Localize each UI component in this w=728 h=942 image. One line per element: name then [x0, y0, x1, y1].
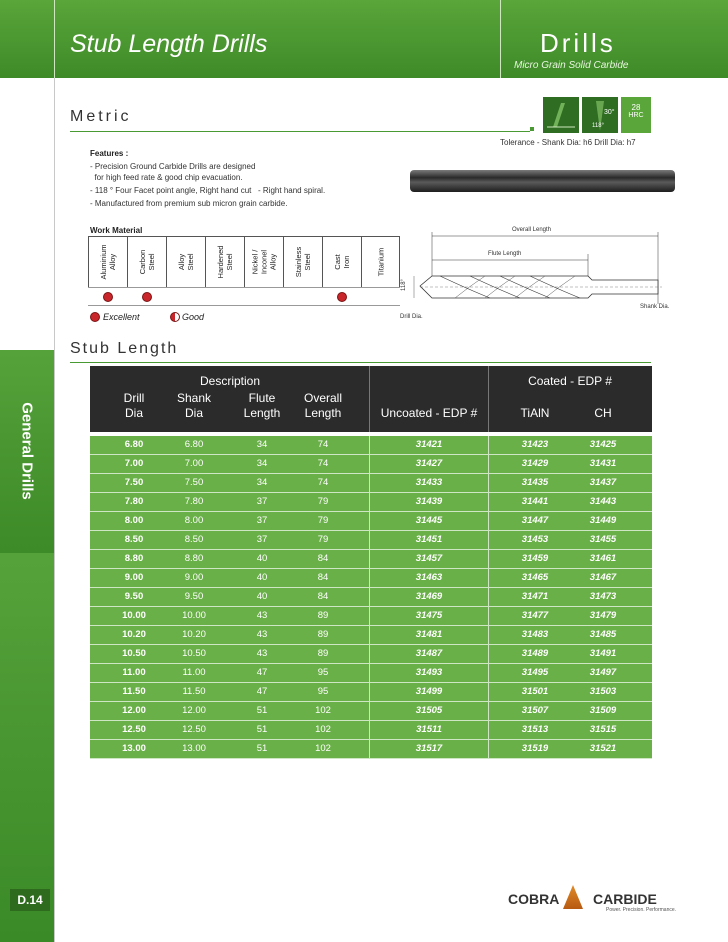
table-cell: 8.50 — [184, 534, 204, 545]
table-cell: 31423 — [521, 439, 549, 450]
table-cell: 47 — [256, 667, 268, 678]
table-cell: 43 — [256, 629, 268, 640]
table-cell: 31505 — [415, 705, 443, 716]
table-cell: 47 — [256, 686, 268, 697]
table-cell: 10.20 — [182, 629, 206, 640]
table-cell: 31449 — [589, 515, 617, 526]
table-row — [90, 721, 652, 740]
table-row — [90, 436, 652, 455]
table-cell: 7.50 — [124, 477, 144, 488]
stub-rule — [70, 362, 651, 363]
metric-heading: Metric — [70, 108, 132, 125]
material-label: Stainless Steel — [294, 246, 312, 278]
table-cell: 37 — [256, 496, 268, 507]
table-row — [90, 550, 652, 569]
drill-photo — [410, 170, 675, 192]
work-material-table — [88, 236, 400, 288]
table-cell: 31479 — [589, 610, 617, 621]
table-cell: 31509 — [589, 705, 617, 716]
table-row — [90, 455, 652, 474]
table-cell: 31425 — [589, 439, 617, 450]
table-cell: 8.80 — [124, 553, 144, 564]
table-row — [90, 702, 652, 721]
hardness-icon — [621, 97, 651, 133]
material-label: Cast Iron — [333, 254, 351, 270]
table-row — [90, 493, 652, 512]
table-cell: 34 — [256, 458, 268, 469]
rating-excellent-carbon-steel — [142, 292, 152, 302]
table-cell: 31515 — [589, 724, 617, 735]
table-cell: 37 — [256, 515, 268, 526]
table-cell: 31521 — [589, 743, 617, 754]
table-cell: 31471 — [521, 591, 549, 602]
table-cell: 40 — [256, 572, 268, 583]
feature-line: - Manufactured from premium sub micron grain carbide. — [90, 199, 288, 208]
table-cell: 31491 — [589, 648, 617, 659]
rule-dot — [530, 127, 534, 131]
table-cell: 51 — [256, 705, 268, 716]
table-row — [90, 474, 652, 493]
header-drill-dia: Drill Dia — [123, 391, 145, 420]
table-cell: 31453 — [521, 534, 549, 545]
table-cell: 13.00 — [122, 743, 146, 754]
table-cell: 79 — [317, 496, 329, 507]
table-cell: 89 — [317, 610, 329, 621]
table-cell: 31461 — [589, 553, 617, 564]
table-cell: 34 — [256, 439, 268, 450]
table-cell: 8.50 — [124, 534, 144, 545]
table-cell: 12.00 — [182, 705, 206, 716]
side-rail-fill — [0, 553, 54, 942]
table-cell: 31463 — [415, 572, 443, 583]
table-cell: 9.00 — [184, 572, 204, 583]
table-cell: 74 — [317, 458, 329, 469]
table-cell: 31441 — [521, 496, 549, 507]
drill-dimension-diagram — [400, 224, 675, 324]
table-cell: 31447 — [521, 515, 549, 526]
feature-line: - 118 ° Four Facet point angle, Right hand cut - Right hand spiral. — [90, 186, 326, 195]
table-cell: 31459 — [521, 553, 549, 564]
header-description: Description — [199, 374, 261, 388]
table-cell: 43 — [256, 648, 268, 659]
header-uncoated: Uncoated - EDP # — [380, 406, 478, 420]
logo-mark-icon — [563, 885, 583, 909]
section-title: Drills — [540, 28, 616, 58]
table-cell: 7.50 — [184, 477, 204, 488]
table-cell: 12.50 — [182, 724, 206, 735]
table-cell: 74 — [317, 439, 329, 450]
table-row — [90, 588, 652, 607]
table-cell: 34 — [256, 477, 268, 488]
table-cell: 6.80 — [184, 439, 204, 450]
table-cell: 79 — [317, 515, 329, 526]
table-row — [90, 740, 652, 759]
table-cell: 31485 — [589, 629, 617, 640]
table-cell: 31469 — [415, 591, 443, 602]
table-cell: 9.50 — [124, 591, 144, 602]
rating-row-rule — [88, 287, 400, 288]
table-cell: 84 — [317, 553, 329, 564]
point-angle-label: 118° — [400, 279, 407, 291]
legend-excellent-dot — [90, 312, 100, 322]
table-cell: 31503 — [589, 686, 617, 697]
stub-length-heading: Stub Length — [70, 340, 179, 357]
logo-cobra: COBRA — [508, 891, 560, 907]
table-cell: 31421 — [415, 439, 443, 450]
table-cell: 102 — [315, 705, 331, 716]
material-label: Titanium — [376, 247, 386, 277]
table-row — [90, 531, 652, 550]
table-cell: 10.20 — [122, 629, 146, 640]
table-cell: 31473 — [589, 591, 617, 602]
header-flute-length: Flute Length — [243, 391, 281, 420]
logo-tagline: Power. Precision. Performance. — [606, 907, 677, 913]
helix-angle-label: 30° — [604, 109, 615, 116]
table-cell: 51 — [256, 724, 268, 735]
table-cell: 31487 — [415, 648, 443, 659]
table-cell: 10.50 — [182, 648, 206, 659]
table-cell: 31439 — [415, 496, 443, 507]
work-material-heading: Work Material — [90, 226, 143, 235]
feature-line: - Precision Ground Carbide Drills are designed — [90, 162, 256, 171]
header-shank-dia: Shank Dia — [176, 391, 212, 420]
table-cell: 8.00 — [184, 515, 204, 526]
flute-length-label: Flute Length — [488, 251, 522, 257]
rating-excellent-aluminium — [103, 292, 113, 302]
table-cell: 7.80 — [184, 496, 204, 507]
tolerance-note: Tolerance - Shank Dia: h6 Drill Dia: h7 — [500, 138, 636, 147]
table-cell: 7.80 — [124, 496, 144, 507]
table-row — [90, 569, 652, 588]
hardness-value: 28 — [631, 103, 641, 112]
table-cell: 51 — [256, 743, 268, 754]
rating-row-rule — [88, 305, 400, 306]
header-overall-length: Overall Length — [303, 391, 342, 420]
table-cell: 31483 — [521, 629, 549, 640]
table-cell: 79 — [317, 534, 329, 545]
drill-dia-label: Drill Dia. — [400, 314, 423, 320]
table-cell: 74 — [317, 477, 329, 488]
table-cell: 31481 — [415, 629, 443, 640]
table-cell: 11.50 — [182, 686, 206, 697]
table-cell: 31427 — [415, 458, 443, 469]
table-cell: 13.00 — [182, 743, 206, 754]
legend-good: Good — [182, 312, 205, 322]
table-cell: 10.00 — [182, 610, 206, 621]
table-cell: 37 — [256, 534, 268, 545]
page-title: Stub Length Drills — [70, 30, 268, 58]
table-cell: 31513 — [521, 724, 549, 735]
material-label: Alloy Steel — [177, 253, 195, 271]
table-header — [90, 366, 652, 432]
table-cell: 8.80 — [184, 553, 204, 564]
table-cell: 7.00 — [184, 458, 204, 469]
material-label: Carbon Steel — [138, 249, 156, 275]
table-cell: 9.50 — [184, 591, 204, 602]
features-heading: Features : — [90, 149, 129, 158]
table-cell: 31429 — [521, 458, 549, 469]
table-cell: 8.00 — [124, 515, 144, 526]
table-cell: 31501 — [521, 686, 549, 697]
table-cell: 12.00 — [122, 705, 146, 716]
table-cell: 31431 — [589, 458, 617, 469]
table-row — [90, 512, 652, 531]
table-cell: 31497 — [589, 667, 617, 678]
legend-excellent: Excellent — [103, 312, 140, 322]
table-cell: 31517 — [415, 743, 443, 754]
table-cell: 89 — [317, 648, 329, 659]
table-cell: 89 — [317, 629, 329, 640]
table-cell: 31507 — [521, 705, 549, 716]
table-cell: 40 — [256, 591, 268, 602]
table-cell: 31493 — [415, 667, 443, 678]
feature-line: for high feed rate & good chip evacuation. — [90, 173, 243, 182]
stub-length-table — [90, 436, 652, 759]
shank-dia-label: Shank Dia. — [640, 304, 670, 310]
hardness-unit: HRC — [628, 112, 644, 119]
table-cell: 31445 — [415, 515, 443, 526]
rating-excellent-cast-iron — [337, 292, 347, 302]
table-cell: 31451 — [415, 534, 443, 545]
header-tialn: TiAlN — [520, 406, 550, 420]
table-cell: 31511 — [416, 724, 442, 735]
table-cell: 84 — [317, 591, 329, 602]
side-tab-label: General Drills — [18, 402, 36, 500]
table-cell: 6.80 — [124, 439, 144, 450]
table-cell: 31467 — [589, 572, 617, 583]
table-cell: 10.50 — [122, 648, 146, 659]
table-cell: 11.00 — [122, 667, 146, 678]
table-cell: 9.00 — [124, 572, 144, 583]
table-cell: 31465 — [521, 572, 549, 583]
header-ch: CH — [594, 406, 612, 420]
table-cell: 11.50 — [122, 686, 146, 697]
material-label: Hardened Steel — [216, 245, 234, 279]
table-cell: 31433 — [415, 477, 443, 488]
material-label: Nickel / Inconel Alloy — [250, 249, 278, 275]
metric-rule — [70, 131, 530, 132]
table-cell: 31443 — [589, 496, 617, 507]
table-cell: 31457 — [415, 553, 443, 564]
table-cell: 31519 — [521, 743, 549, 754]
material-label: Aluminium Alloy — [99, 244, 117, 280]
legend-good-dot — [170, 312, 180, 322]
table-row — [90, 664, 652, 683]
logo-carbide: CARBIDE — [593, 891, 657, 907]
overall-length-label: Overall Length — [512, 227, 552, 233]
table-cell: 95 — [317, 686, 329, 697]
table-cell: 11.00 — [182, 667, 206, 678]
table-cell: 102 — [315, 743, 331, 754]
table-cell: 31455 — [589, 534, 617, 545]
table-row — [90, 607, 652, 626]
table-cell: 31477 — [521, 610, 549, 621]
table-row — [90, 645, 652, 664]
header-coated: Coated - EDP # — [528, 374, 612, 388]
section-subtitle: Micro Grain Solid Carbide — [514, 60, 629, 71]
table-cell: 31435 — [521, 477, 549, 488]
table-cell: 102 — [315, 724, 331, 735]
table-row — [90, 626, 652, 645]
table-cell: 12.50 — [122, 724, 146, 735]
table-cell: 84 — [317, 572, 329, 583]
table-cell: 31499 — [415, 686, 443, 697]
page-number: D.14 — [10, 889, 50, 911]
table-cell: 43 — [256, 610, 268, 621]
table-cell: 95 — [317, 667, 329, 678]
table-cell: 31475 — [415, 610, 443, 621]
table-row — [90, 683, 652, 702]
tool-geometry-icon — [543, 97, 579, 133]
point-angle-label: 118° — [592, 123, 604, 129]
table-cell: 40 — [256, 553, 268, 564]
table-cell: 31489 — [521, 648, 549, 659]
table-cell: 31495 — [521, 667, 549, 678]
table-cell: 7.00 — [124, 458, 144, 469]
table-cell: 10.00 — [122, 610, 146, 621]
rail-divider — [54, 78, 55, 942]
helix-angle-icon — [582, 97, 618, 133]
table-cell: 31437 — [589, 477, 617, 488]
